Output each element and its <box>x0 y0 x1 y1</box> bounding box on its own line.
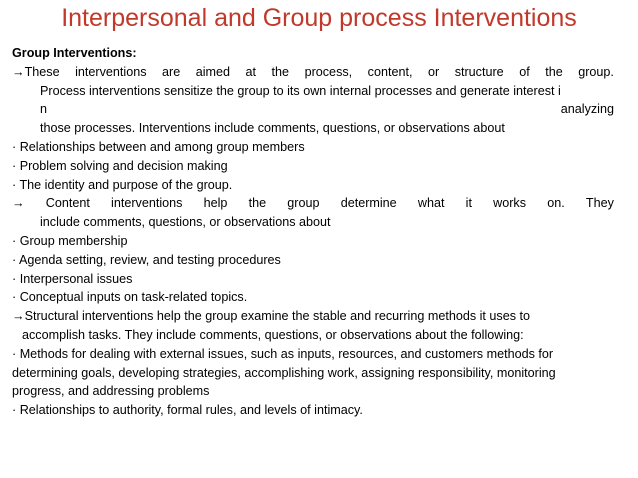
word: Content <box>45 196 90 211</box>
word: are <box>162 64 181 79</box>
word: n <box>40 102 48 117</box>
paragraph-process-line-2: Process interventions sensitize the group to its own internal processes and generate interest i <box>40 83 561 98</box>
word: aimed <box>195 64 231 79</box>
paragraph-content-line-1 <box>12 194 614 213</box>
word: group <box>287 196 320 211</box>
word: the <box>545 64 563 79</box>
list-item: · Relationships between and among group members <box>12 139 305 154</box>
slide-title: Interpersonal and Group process Interventions <box>61 4 577 32</box>
list-item: · The identity and purpose of the group. <box>12 177 233 192</box>
paragraph-process-line-3 <box>12 100 614 119</box>
word: determine <box>340 196 397 211</box>
list-item: · Problem solving and decision making <box>12 158 228 173</box>
word: the <box>248 196 267 211</box>
paragraph-structural-line-1: →Structural interventions help the group examine the stable and recurring methods it uses to <box>12 309 531 324</box>
paragraph-content-line-2: include comments, questions, or observations about <box>40 215 331 230</box>
list-item-continuation: determining goals, developing strategies, accomplishing work, assigning responsibility, monitoring <box>12 365 556 380</box>
word: interventions <box>111 196 183 211</box>
word: works <box>493 196 527 211</box>
list-item: · Group membership <box>12 233 128 248</box>
word: on. <box>547 196 565 211</box>
paragraph-process-line-4: those processes. Interventions include comments, questions, or observations about <box>40 121 505 136</box>
paragraph-process-line-1 <box>12 63 614 82</box>
word: the <box>271 64 290 79</box>
word: → <box>12 196 25 211</box>
list-item: · Interpersonal issues <box>12 271 133 286</box>
word: at <box>245 64 257 79</box>
paragraph-structural-line-2: accomplish tasks. They include comments, questions, or observations about the following: <box>22 327 524 342</box>
word: help <box>203 196 228 211</box>
list-item: · Conceptual inputs on task-related topics. <box>12 290 248 305</box>
word: of <box>519 64 530 79</box>
word: →These <box>12 64 60 79</box>
word: content, <box>367 64 413 79</box>
word: group. <box>578 64 614 79</box>
list-item-continuation: progress, and addressing problems <box>12 384 210 399</box>
list-item: · Agenda setting, review, and testing procedures <box>12 252 281 267</box>
list-item: · Methods for dealing with external issues, such as inputs, resources, and customers methods for <box>12 346 554 361</box>
list-item: · Relationships to authority, formal rules, and levels of intimacy. <box>12 403 363 418</box>
section-heading: Group Interventions: <box>12 46 137 60</box>
word: analyzing <box>560 102 614 117</box>
slide-content <box>12 44 614 420</box>
word: it <box>465 196 472 211</box>
word: interventions <box>75 64 147 79</box>
word: structure <box>454 64 504 79</box>
word: or <box>427 64 440 79</box>
word: what <box>417 196 445 211</box>
word: process, <box>304 64 353 79</box>
word: They <box>585 196 614 211</box>
